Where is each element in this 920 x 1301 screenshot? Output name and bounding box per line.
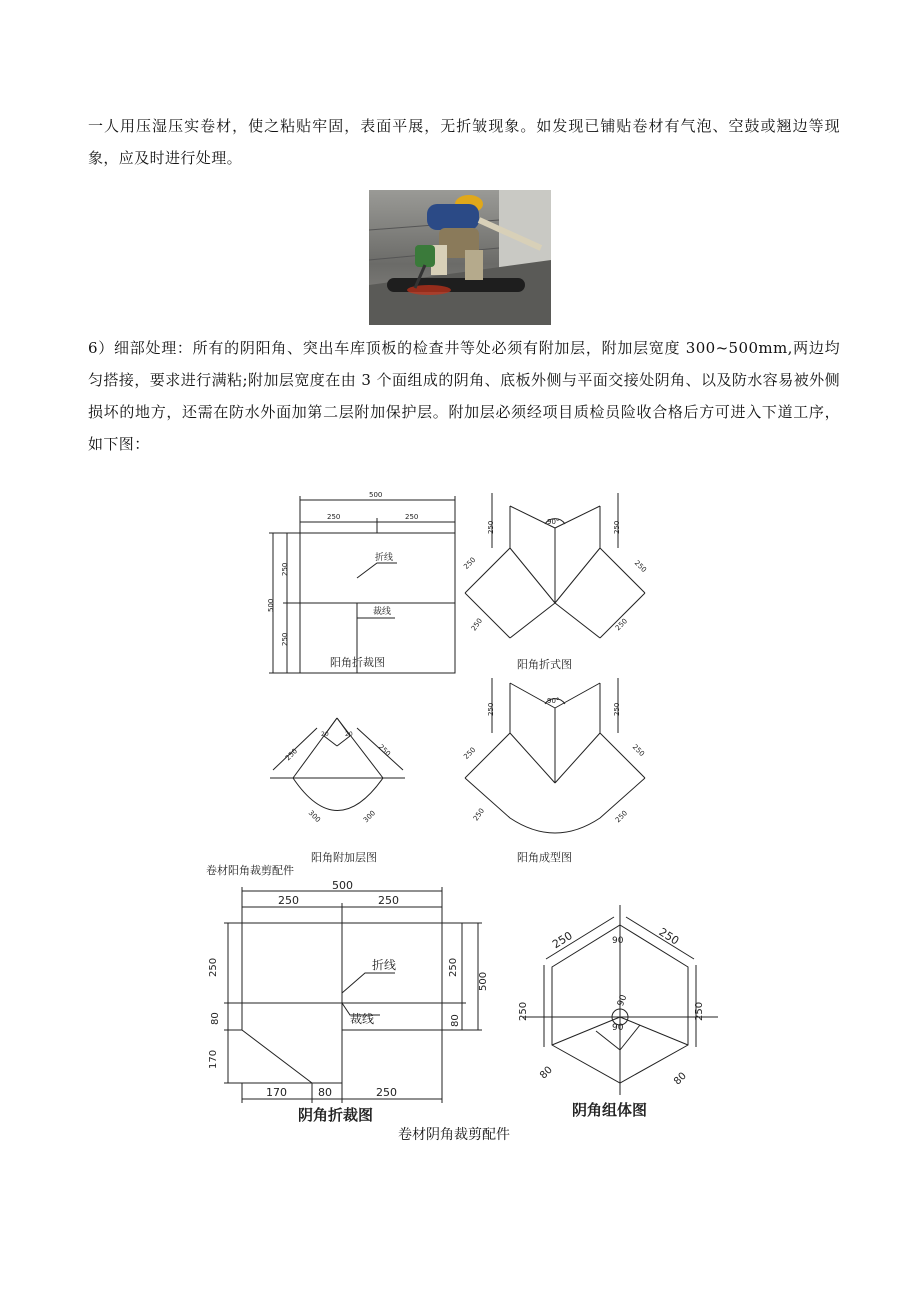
figure-external-corner (265, 488, 665, 868)
attach-dim-right: 250 (376, 742, 392, 759)
in-dim-bottom-80: 80 (318, 1086, 332, 1099)
in-dim-top-left: 250 (278, 894, 299, 907)
in-dim-right-80: 80 (450, 1014, 461, 1027)
asm-dim-right: 250 (694, 1001, 705, 1021)
in-fold-line-label: 折线 (372, 958, 397, 972)
dim-side-top: 250 (281, 562, 289, 576)
asm-dim-left: 250 (518, 1001, 529, 1021)
dim-half-right: 250 (405, 513, 419, 521)
dim-total: 500 (369, 491, 383, 499)
asm-dim-br: 80 (672, 1070, 689, 1088)
paragraph-press-membrane: 一人用压湿压实卷材，使之粘贴牢固，表面平展，无折皱现象。如发现已铺贴卷材有气泡、空鼓或翘边等现象，应及时进行处理。 (88, 117, 840, 167)
fold-form-title: 阳角折式图 (517, 658, 572, 671)
fold-form-dim-right-diag: 250 (632, 558, 648, 575)
figure-internal-corner (200, 879, 720, 1130)
fold-form-dim-left-diag: 250 (462, 555, 478, 571)
in-cut-line-label: 裁线 (350, 1012, 375, 1026)
in-dim-bottom-170: 170 (266, 1086, 287, 1099)
attach-dim-b: 20 (345, 731, 353, 738)
formed-dim-bl: 250 (471, 806, 487, 823)
formed-dim-right-vertical: 250 (613, 702, 621, 716)
fold-form-angle: 90° (547, 518, 560, 526)
formed-dim-left-vertical: 250 (487, 702, 495, 716)
fold-line-label: 折线 (375, 553, 394, 563)
cut-line-label: 裁线 (373, 607, 392, 617)
fold-form-dim-bl: 250 (469, 616, 485, 633)
fold-cut-title-visible: 阳角折裁图 (330, 656, 385, 669)
paragraph-detail-treatment: 6）细部处理：所有的阴阳角、突出车库顶板的检查井等处必须有附加层，附加层宽度 300~500mm,两边均匀搭接，要求进行满粘;附加层宽度在由 3 个面组成的阴角、底板外侧与平面交接处阴角、以及防水容易被外侧损坏的地方，还需在防水外面加第二层附加保护层。附加层必须经项目质检员险收合格后方可进入下道工序，如下图： (88, 339, 840, 453)
formed-dim-br: 250 (613, 809, 630, 825)
figure1-caption: 卷材阳角裁剪配件 (206, 864, 294, 877)
worker-torch-applying-membrane-photo (369, 190, 551, 325)
fold-form-dim-left-vertical: 250 (487, 520, 495, 534)
in-dim-bottom-250: 250 (376, 1086, 397, 1099)
asm-angle-top: 90 (612, 936, 624, 946)
attach-dim-a: 20 (321, 731, 329, 738)
asm-dim-tr: 250 (656, 925, 682, 948)
attach-dim-bottom-right: 300 (361, 809, 378, 825)
construction-photo (369, 190, 551, 325)
in-dim-left-80: 80 (210, 1012, 221, 1025)
fold-form-dim-right-vertical: 250 (613, 520, 621, 534)
in-dim-total: 500 (332, 879, 353, 892)
assembly-title: 阴角组体图 (572, 1101, 648, 1119)
formed-dim-left-diag: 250 (462, 745, 478, 761)
in-dim-left-250: 250 (208, 957, 219, 977)
in-dim-top-right: 250 (378, 894, 399, 907)
dim-side: 500 (267, 598, 275, 612)
in-dim-right-250: 250 (448, 957, 459, 977)
in-fold-cut-title: 阴角折裁图 (298, 1106, 374, 1124)
in-dim-right-500: 500 (478, 971, 489, 991)
formed-dim-right-diag: 250 (630, 742, 646, 759)
attach-title: 阳角附加层图 (311, 851, 377, 864)
asm-angle-bottom: 90 (612, 1023, 624, 1033)
asm-dim-bl: 80 (538, 1064, 555, 1082)
internal-corner-drawings (200, 879, 720, 1130)
formed-title: 阳角成型图 (517, 851, 572, 864)
fold-form-dim-br: 250 (613, 617, 630, 633)
attach-dim-bottom-left: 300 (306, 808, 322, 825)
asm-angle-mid: 90 (616, 993, 630, 1008)
asm-dim-tl: 250 (550, 929, 575, 952)
in-dim-left-170: 170 (208, 1049, 219, 1069)
formed-angle: 90° (547, 697, 560, 705)
external-corner-drawings (265, 488, 665, 868)
dim-half-left: 250 (327, 513, 341, 521)
figure2-caption: 卷材阴角裁剪配件 (398, 1127, 510, 1143)
attach-dim-left: 250 (283, 747, 300, 763)
dim-side-bottom: 250 (281, 632, 289, 646)
